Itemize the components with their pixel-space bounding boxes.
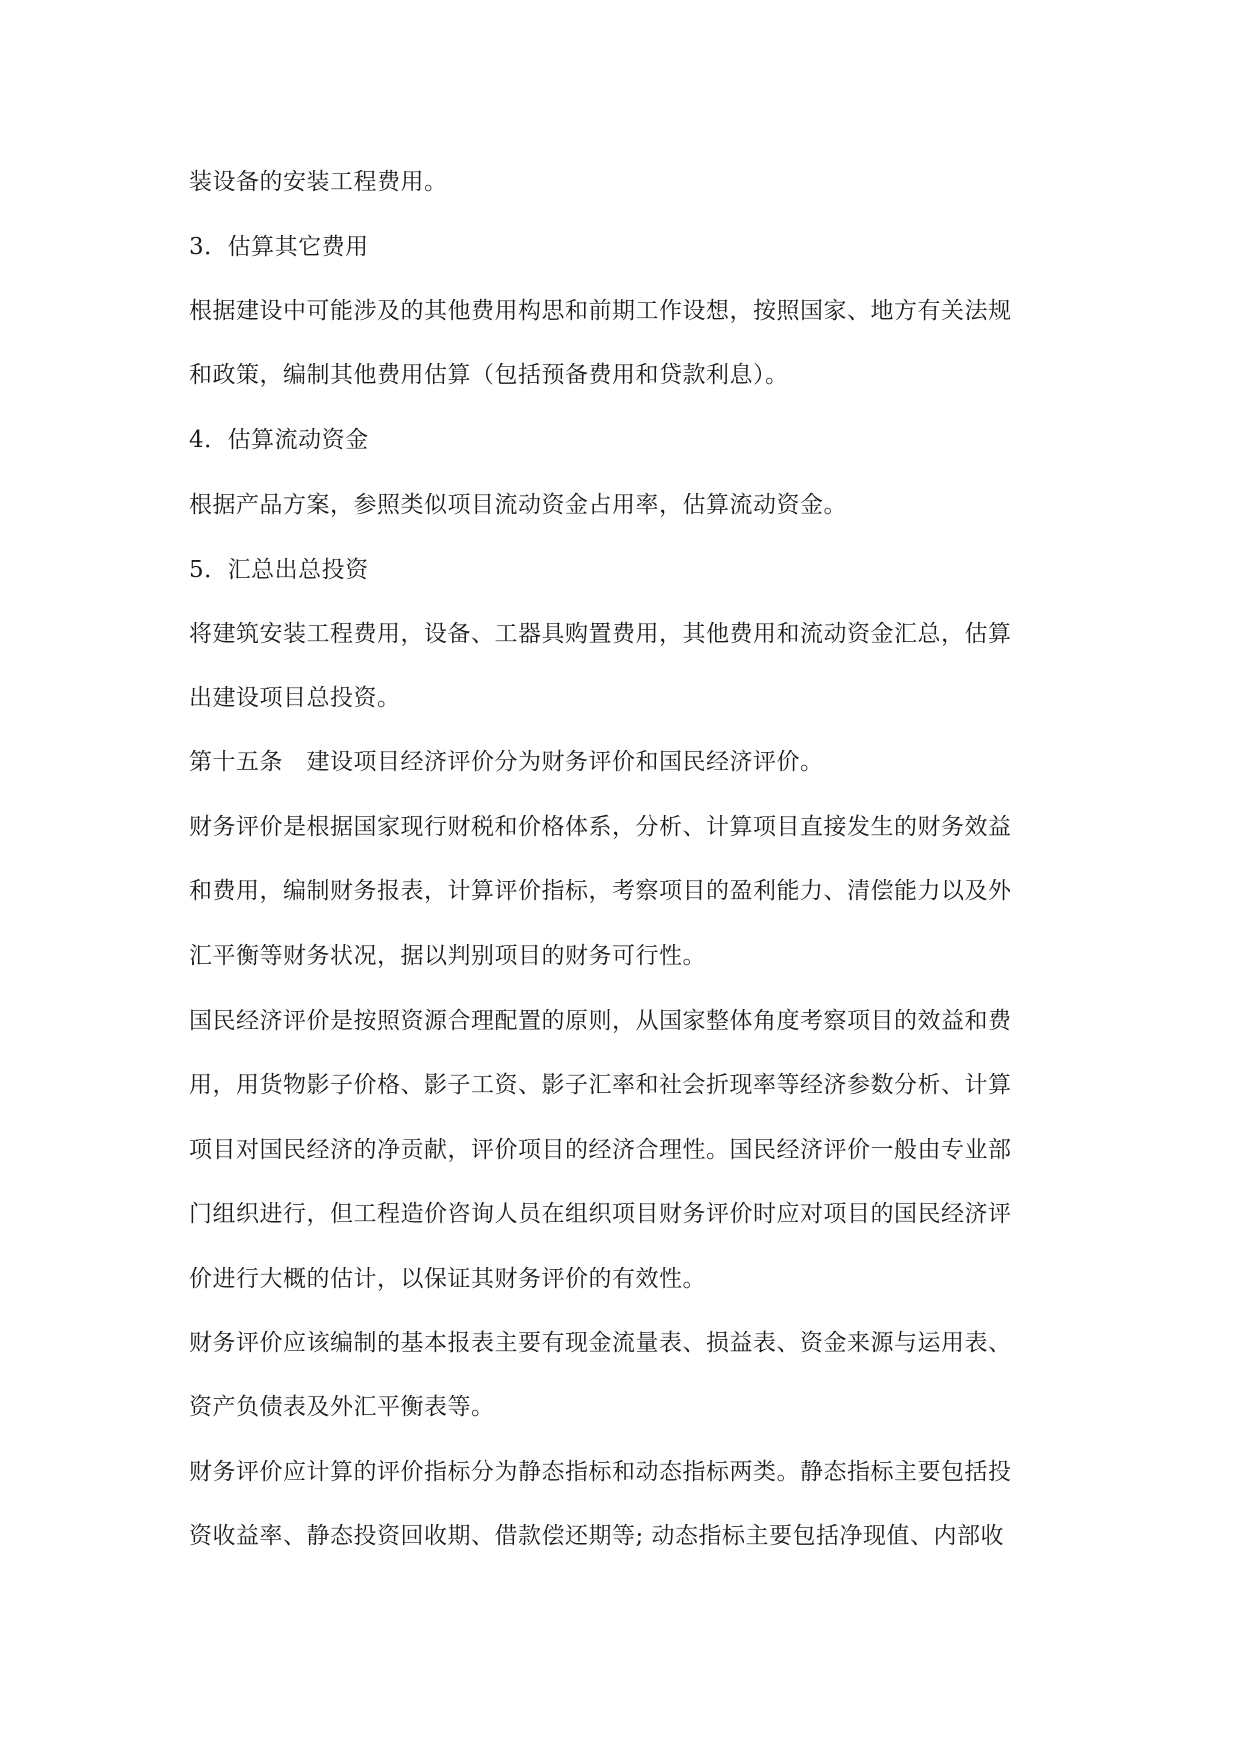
text-line: 价进行大概的估计，以保证其财务评价的有效性。 [189,1266,706,1292]
text-line: 资收益率、静态投资回收期、借款偿还期等; 动态指标主要包括净现值、内部收 [189,1523,1005,1549]
text-line: 财务评价应该编制的基本报表主要有现金流量表、损益表、资金来源与运用表、 [189,1330,1012,1356]
text-line: 财务评价应计算的评价指标分为静态指标和动态指标两类。静态指标主要包括投 [189,1459,1012,1485]
text-line: 汇平衡等财务状况，据以判别项目的财务可行性。 [189,943,706,969]
text-line: 国民经济评价是按照资源合理配置的原则，从国家整体角度考察项目的效益和费 [189,1008,1012,1034]
text-line: 门组织进行，但工程造价咨询人员在组织项目财务评价时应对项目的国民经济评 [189,1201,1012,1227]
text-line: 装设备的安装工程费用。 [189,169,448,195]
text-line: 和政策，编制其他费用估算（包括预备费用和贷款利息）。 [189,362,789,388]
text-line: 资产负债表及外汇平衡表等。 [189,1394,495,1420]
text-line: 根据建设中可能涉及的其他费用构思和前期工作设想，按照国家、地方有关法规 [189,298,1012,324]
article-heading: 第十五条 建设项目经济评价分为财务评价和国民经济评价。 [189,749,824,775]
text-line: 和费用，编制财务报表，计算评价指标，考察项目的盈利能力、清偿能力以及外 [189,878,1012,904]
text-line: 根据产品方案，参照类似项目流动资金占用率，估算流动资金。 [189,492,847,518]
text-line: 用，用货物影子价格、影子工资、影子汇率和社会折现率等经济参数分析、计算 [189,1072,1012,1098]
section-heading: 5．汇总出总投资 [189,557,369,583]
section-heading: 3．估算其它费用 [189,234,369,260]
text-line: 出建设项目总投资。 [189,685,401,711]
text-line: 将建筑安装工程费用，设备、工器具购置费用，其他费用和流动资金汇总，估算 [189,621,1012,647]
section-heading: 4．估算流动资金 [189,427,369,453]
text-line: 项目对国民经济的净贡献，评价项目的经济合理性。国民经济评价一般由专业部 [189,1137,1012,1163]
text-line: 财务评价是根据国家现行财税和价格体系，分析、计算项目直接发生的财务效益 [189,814,1012,840]
